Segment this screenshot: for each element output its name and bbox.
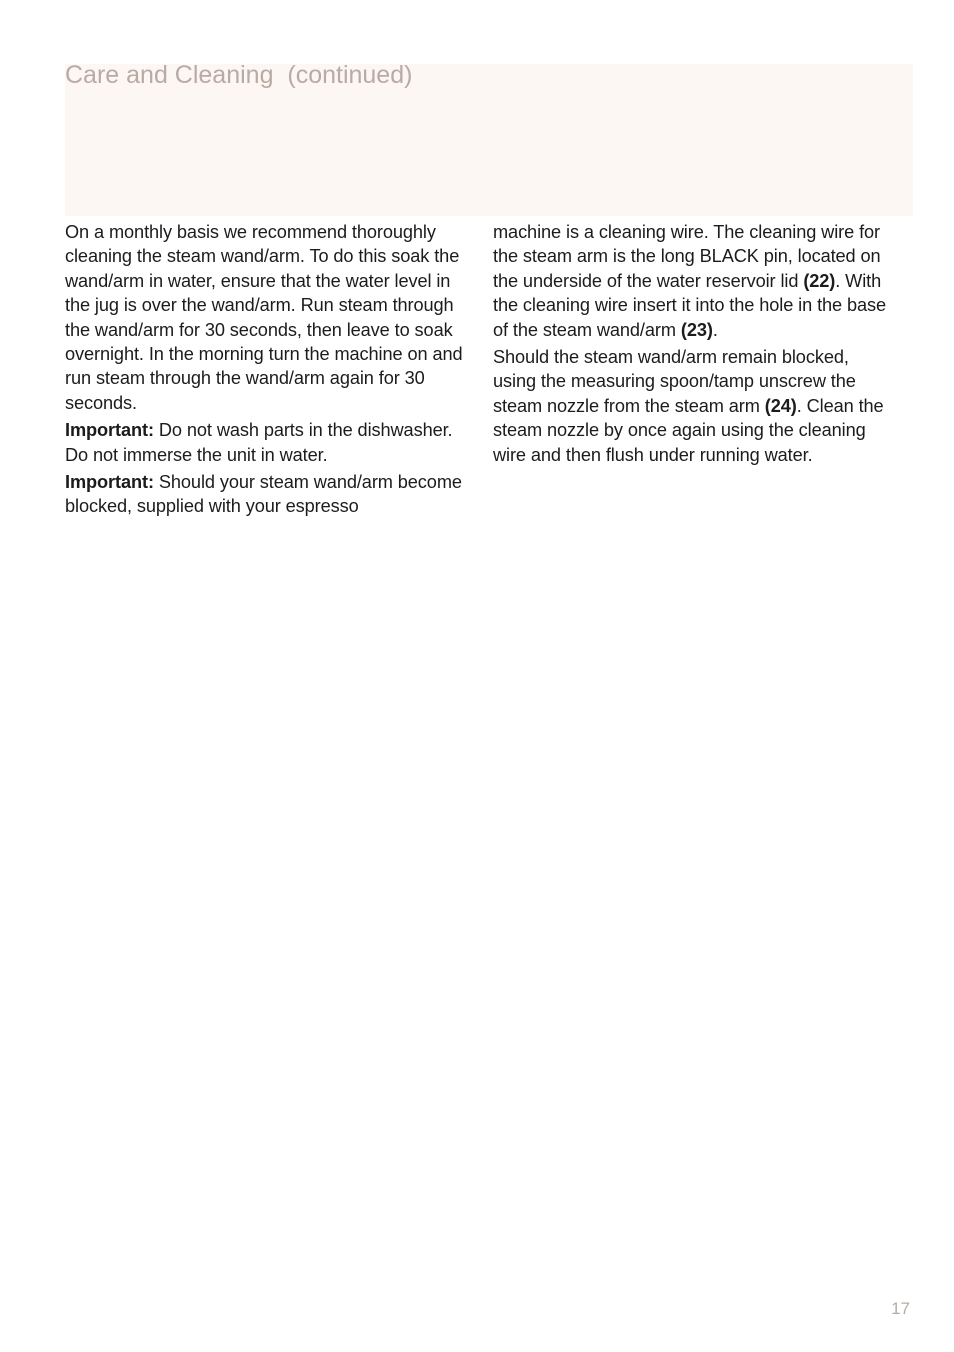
figure-reference-24: (24) — [764, 395, 797, 416]
figure-reference-22: (22) — [803, 270, 836, 291]
paragraph-text: machine is a cleaning wire. The cleaning wire for the steam arm is the long BLACK pin, located on the underside of the water reservoir lid — [493, 222, 881, 291]
paragraph-text: . — [712, 319, 718, 340]
left-column — [65, 220, 465, 522]
figure-reference-23: (23) — [680, 319, 713, 340]
paragraph-cleaning-wire — [493, 220, 893, 342]
right-column — [493, 220, 893, 470]
paragraph-important-blocked — [65, 470, 465, 519]
important-label: Important: — [65, 472, 154, 493]
paragraph-text: Should the steam wand/arm remain blocked, using the measuring spoon/tamp unscrew the steam nozzle from the steam arm — [493, 347, 856, 416]
paragraph-monthly-cleaning — [65, 220, 465, 415]
paragraph-text: Do not wash parts in the dishwasher. Do not immerse the unit in water. — [65, 420, 453, 465]
paragraph-important-dishwasher — [65, 418, 465, 467]
paragraph-text: . With the cleaning wire insert it into the hole in the base of the steam wand/arm — [493, 270, 887, 340]
important-label: Important: — [65, 420, 154, 441]
paragraph-text: . Clean the steam nozzle by once again using the cleaning wire and then flush under running water. — [493, 395, 884, 465]
page-number: 17 — [891, 1299, 910, 1318]
paragraph-remain-blocked — [493, 345, 893, 467]
paragraph-text: On a monthly basis we recommend thoroughly cleaning the steam wand/arm. To do this soak the wand/arm in water, ensure that the water level in the jug is over the wand/arm. Run steam through the wand/arm for 30 seconds, then leave to soak overnight. In the morning turn the machine on and run steam through the wand/arm again for 30 seconds. — [65, 222, 463, 413]
page-title: Care and Cleaning (continued) — [65, 61, 413, 89]
paragraph-text: Should your steam wand/arm become blocked, supplied with your espresso — [65, 472, 462, 517]
